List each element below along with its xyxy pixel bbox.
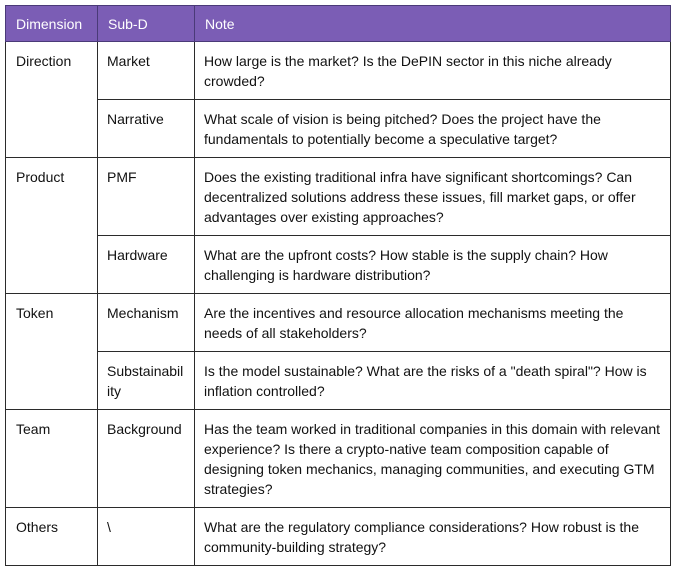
table-row xyxy=(6,100,671,158)
table-header-row xyxy=(6,6,671,42)
note-cell: What are the regulatory compliance considerations? How robust is the community-building strategy? xyxy=(195,508,671,566)
sub-d-cell: PMF xyxy=(98,158,195,236)
table-row xyxy=(6,42,671,100)
sub-d-cell: Hardware xyxy=(98,236,195,294)
note-cell: Are the incentives and resource allocation mechanisms meeting the needs of all stakeholders? xyxy=(195,294,671,352)
sub-d-cell: Market xyxy=(98,42,195,100)
note-cell: How large is the market? Is the DePIN sector in this niche already crowded? xyxy=(195,42,671,100)
column-header-dimension: Dimension xyxy=(6,6,98,42)
note-cell: Has the team worked in traditional companies in this domain with relevant experience? Is there a crypto-native team composition capable of designing token mechanics, managing communities, and executing GTM strategies? xyxy=(195,410,671,508)
note-cell: What scale of vision is being pitched? Does the project have the fundamentals to potentially become a speculative target? xyxy=(195,100,671,158)
table-row xyxy=(6,236,671,294)
table-row xyxy=(6,294,671,352)
table-row xyxy=(6,158,671,236)
table-row xyxy=(6,352,671,410)
table-row xyxy=(6,410,671,508)
dimension-cell: Direction xyxy=(6,42,98,158)
sub-d-cell: Background xyxy=(98,410,195,508)
evaluation-table xyxy=(5,5,671,566)
sub-d-cell: \ xyxy=(98,508,195,566)
dimension-cell: Token xyxy=(6,294,98,410)
dimension-cell: Others xyxy=(6,508,98,566)
sub-d-cell: Substainability xyxy=(98,352,195,410)
note-cell: Does the existing traditional infra have significant shortcomings? Can decentralized solutions address these issues, fill market gaps, or offer advantages over existing approaches? xyxy=(195,158,671,236)
column-header-sub-d: Sub-D xyxy=(98,6,195,42)
sub-d-cell: Mechanism xyxy=(98,294,195,352)
note-cell: Is the model sustainable? What are the risks of a "death spiral"? How is inflation controlled? xyxy=(195,352,671,410)
note-cell: What are the upfront costs? How stable is the supply chain? How challenging is hardware distribution? xyxy=(195,236,671,294)
dimension-cell: Team xyxy=(6,410,98,508)
table-row xyxy=(6,508,671,566)
sub-d-cell: Narrative xyxy=(98,100,195,158)
dimension-cell: Product xyxy=(6,158,98,294)
column-header-note: Note xyxy=(195,6,671,42)
